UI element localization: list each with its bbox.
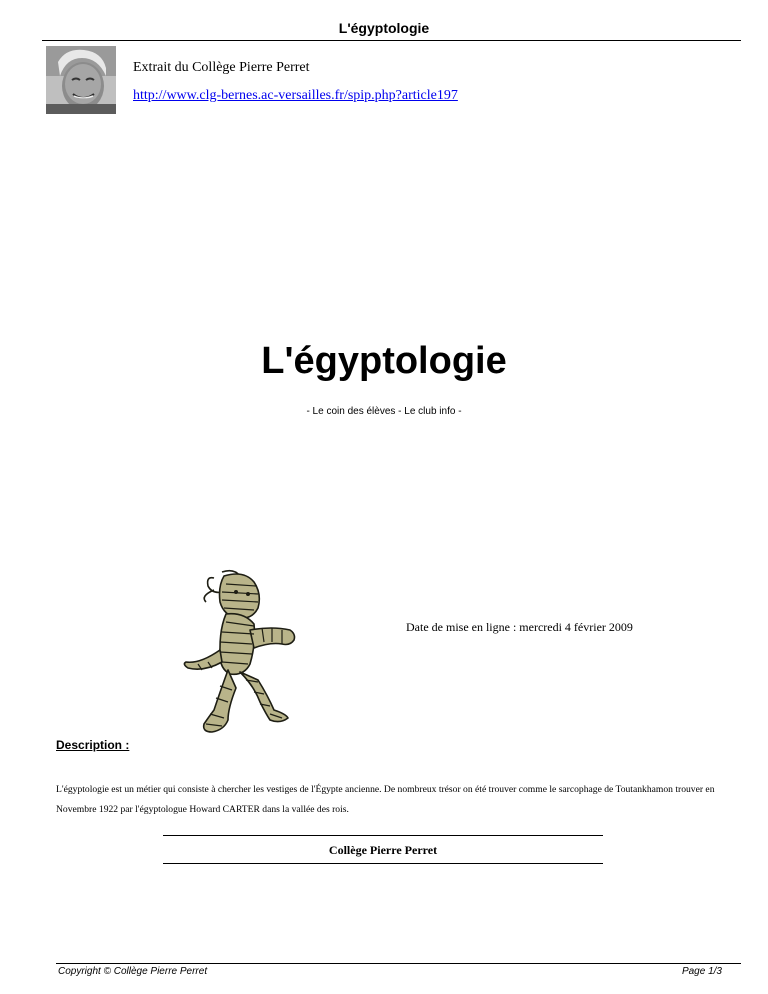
article-title: L'égyptologie [261, 340, 507, 382]
signature-top-rule [163, 835, 603, 836]
footer-divider [56, 963, 741, 964]
publication-date: Date de mise en ligne : mercredi 4 février 2009 [406, 620, 633, 634]
description-text: L'égyptologie est un métier qui consiste à chercher les vestiges de l'Égypte ancienne. De nombreux trésor on été trouver comme le sarcophage de Toutankhamon trouver en Novembre 1922 par l'égyptologue Howard CARTER dans la vallée des rois. [56, 784, 715, 815]
description-heading: Description : [56, 738, 130, 752]
signature-school: Collège Pierre Perret [328, 843, 438, 857]
footer-copyright: Copyright © Collège Pierre Perret [58, 966, 208, 977]
article-rubrique: - Le coin des élèves - Le club info - [306, 406, 462, 417]
signature-bottom-rule [163, 863, 603, 864]
mummy-illustration [178, 568, 302, 742]
header-divider [42, 40, 741, 41]
portrait-photo [46, 46, 116, 114]
page-header-title: L'égyptologie [338, 20, 430, 36]
source-site-label: Extrait du Collège Pierre Perret [133, 60, 310, 75]
source-url-link[interactable]: http://www.clg-bernes.ac-versailles.fr/spip.php?article197 [133, 88, 458, 103]
footer-page-number: Page 1/3 [681, 966, 722, 977]
